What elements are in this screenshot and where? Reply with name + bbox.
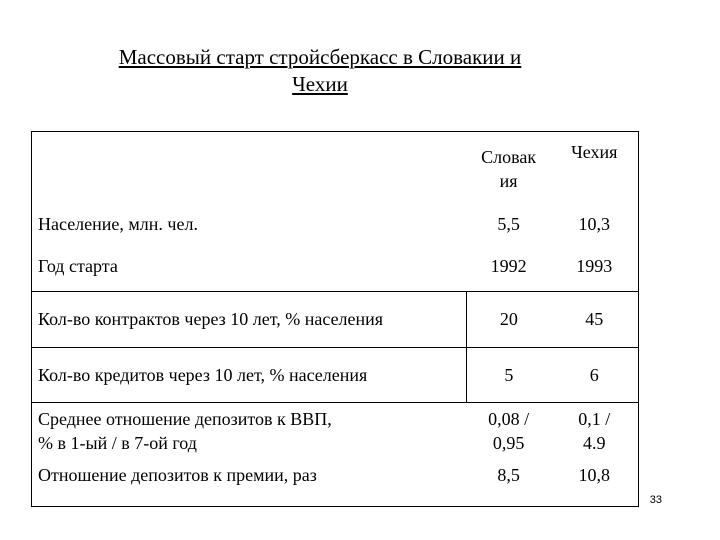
page-number: 33 (649, 494, 662, 506)
row-value-slovakia-text: 0,08 / 0,95 (488, 408, 530, 453)
row-value-slovakia (467, 403, 551, 459)
row-label: Кол-во контрактов через 10 лет, % населения (32, 292, 467, 348)
row-label (32, 403, 467, 459)
row-value-czech: 6 (551, 348, 639, 403)
title-line-1: Массовый старт стройсберкасс в Словакии и (118, 45, 522, 69)
row-label: Отношение депозитов к премии, раз (32, 459, 467, 507)
table-row (32, 292, 639, 348)
comparison-table (31, 131, 639, 507)
row-value-slovakia: 20 (467, 292, 551, 348)
row-value-slovakia: 1992 (490, 255, 527, 276)
row-label: Кол-во кредитов через 10 лет, % населения (32, 348, 467, 403)
row-value-czech: 10,3 (551, 202, 639, 248)
row-value-czech: 1993 (551, 248, 639, 292)
row-value-czech: 45 (551, 292, 639, 348)
header-czech: Чехия (551, 132, 639, 202)
row-value-slovakia: 5,5 (497, 214, 520, 234)
header-empty-cell (32, 132, 467, 202)
table-row (32, 348, 639, 403)
row-label: Население, млн. чел. (32, 202, 467, 248)
table-row (32, 202, 639, 248)
header-slovakia (467, 132, 551, 202)
header-slovakia-text: Словак ия (481, 146, 537, 191)
row-label-text: Среднее отношение депозитов к ВВП, % в 1-ый / в 7-ой год (38, 408, 332, 453)
table-row (32, 403, 639, 459)
row-label: Год старта (32, 248, 467, 292)
table-row (32, 248, 639, 292)
title-line-2: Чехии (292, 72, 348, 96)
row-value-czech: 10,8 (551, 459, 639, 507)
row-value-czech (551, 403, 639, 459)
table-row (32, 459, 639, 507)
table-header-row (32, 132, 639, 202)
slide-title (60, 44, 580, 98)
row-value-slovakia: 5 (467, 348, 551, 403)
row-value-czech-text: 0,1 / 4.9 (578, 408, 611, 453)
row-value-slovakia: 8,5 (467, 459, 551, 507)
